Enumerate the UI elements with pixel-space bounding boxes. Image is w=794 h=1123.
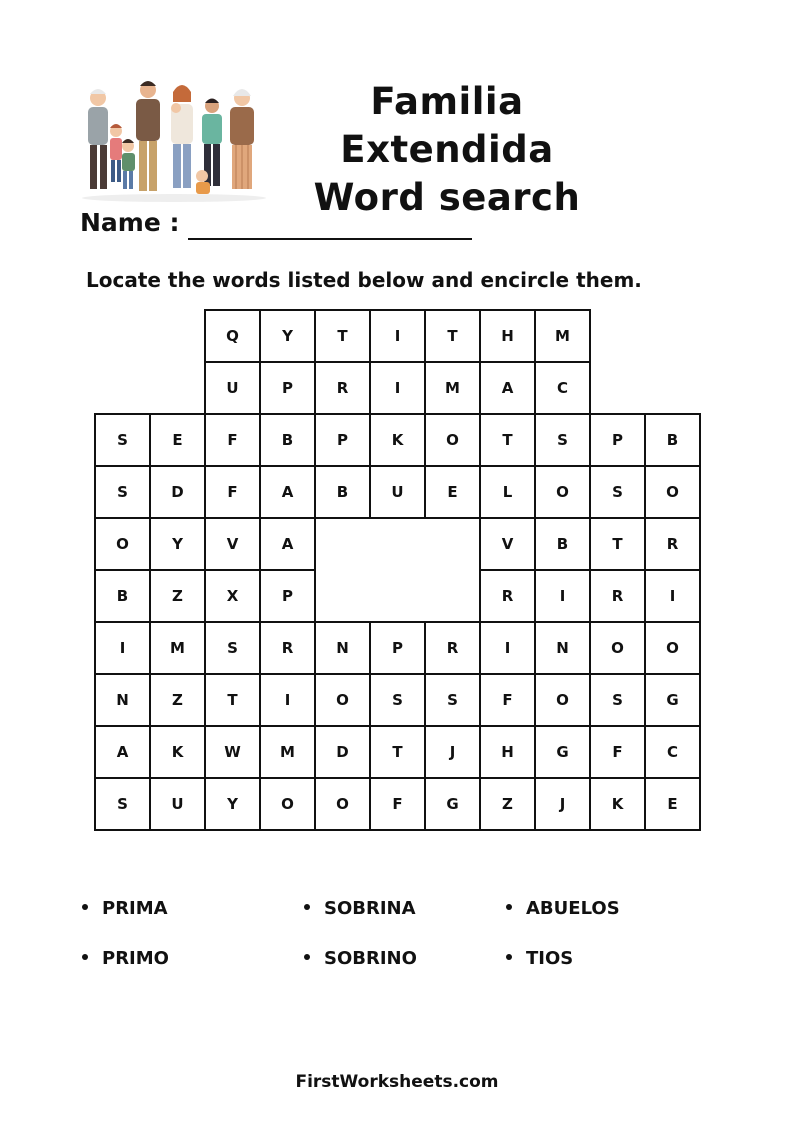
grid-cell[interactable]: O [534, 465, 591, 519]
grid-cell[interactable]: S [94, 413, 151, 467]
grid-cell[interactable]: Z [149, 673, 206, 727]
grid-cell[interactable]: S [589, 673, 646, 727]
bullet-icon [82, 954, 88, 960]
page-title [272, 78, 622, 222]
grid-cell[interactable]: O [314, 673, 371, 727]
grid-cell[interactable]: W [204, 725, 261, 779]
grid-cell[interactable]: I [644, 569, 701, 623]
word-label: ABUELOS [526, 898, 620, 919]
grid-cell[interactable]: E [424, 465, 481, 519]
grid-cell[interactable]: Y [259, 309, 316, 363]
grid-cell[interactable]: Y [204, 777, 261, 831]
grid-cell[interactable]: G [424, 777, 481, 831]
grid-cell[interactable]: N [94, 673, 151, 727]
grid-cell[interactable]: K [589, 777, 646, 831]
grid-cell[interactable]: O [644, 621, 701, 675]
grid-cell[interactable]: Y [149, 517, 206, 571]
grid-cell[interactable]: B [534, 517, 591, 571]
grid-cell[interactable]: G [534, 725, 591, 779]
grid-cell[interactable]: P [259, 569, 316, 623]
grid-cell[interactable]: M [149, 621, 206, 675]
grid-cell[interactable]: R [644, 517, 701, 571]
grid-cell[interactable]: S [94, 465, 151, 519]
grid-cell[interactable]: T [479, 413, 536, 467]
grid-cell[interactable]: H [479, 309, 536, 363]
word-list-item [82, 948, 169, 969]
grid-cell[interactable]: O [259, 777, 316, 831]
grid-cell[interactable]: O [534, 673, 591, 727]
word-list-item [82, 898, 168, 919]
grid-cell[interactable]: R [424, 621, 481, 675]
word-label: TIOS [526, 948, 574, 969]
grid-cell[interactable]: I [534, 569, 591, 623]
name-field[interactable] [188, 238, 472, 240]
grid-cell[interactable]: T [589, 517, 646, 571]
grid-cell[interactable]: I [369, 309, 426, 363]
family-illustration [76, 76, 272, 206]
grid-cell[interactable]: A [94, 725, 151, 779]
grid-cell[interactable]: Q [204, 309, 261, 363]
grid-cell[interactable]: B [259, 413, 316, 467]
bullet-icon [506, 904, 512, 910]
grid-cell[interactable]: F [589, 725, 646, 779]
word-label: PRIMA [102, 898, 168, 919]
grid-cell[interactable]: B [314, 465, 371, 519]
grid-cell[interactable]: A [479, 361, 536, 415]
grid-cell[interactable]: N [534, 621, 591, 675]
grid-cell[interactable]: O [314, 777, 371, 831]
grid-cell[interactable]: P [259, 361, 316, 415]
word-label: SOBRINA [324, 898, 416, 919]
bullet-icon [304, 904, 310, 910]
grid-cell[interactable]: H [479, 725, 536, 779]
grid-cell[interactable]: P [589, 413, 646, 467]
word-list-item [506, 898, 620, 919]
grid-cell[interactable]: D [149, 465, 206, 519]
grid-cell[interactable]: D [314, 725, 371, 779]
grid-cell[interactable]: I [94, 621, 151, 675]
grid-cell[interactable]: U [369, 465, 426, 519]
grid-cell[interactable]: U [149, 777, 206, 831]
grid-cell[interactable]: A [259, 517, 316, 571]
grid-cell[interactable]: C [644, 725, 701, 779]
name-label: Name : [80, 208, 180, 237]
grid-cell[interactable]: L [479, 465, 536, 519]
grid-cell[interactable]: B [94, 569, 151, 623]
grid-cell[interactable]: Z [149, 569, 206, 623]
grid-cell[interactable]: O [94, 517, 151, 571]
grid-cell[interactable]: I [369, 361, 426, 415]
word-list-item [304, 948, 417, 969]
bullet-icon [304, 954, 310, 960]
grid-cell[interactable]: S [424, 673, 481, 727]
word-list-item [304, 898, 416, 919]
grid-cell[interactable]: F [204, 413, 261, 467]
grid-cell[interactable]: U [204, 361, 261, 415]
grid-cell[interactable]: E [644, 777, 701, 831]
word-label: SOBRINO [324, 948, 417, 969]
grid-cell[interactable]: E [149, 413, 206, 467]
grid-cell[interactable]: S [369, 673, 426, 727]
grid-cell[interactable]: S [94, 777, 151, 831]
grid-cell[interactable]: M [534, 309, 591, 363]
title-line-2: Word search [313, 176, 581, 219]
grid-cell[interactable]: I [479, 621, 536, 675]
grid-cell[interactable]: S [534, 413, 591, 467]
grid-cell[interactable]: J [424, 725, 481, 779]
bullet-icon [506, 954, 512, 960]
grid-cell[interactable]: S [589, 465, 646, 519]
grid-cell[interactable]: T [369, 725, 426, 779]
grid-cell[interactable]: G [644, 673, 701, 727]
grid-cell[interactable]: I [259, 673, 316, 727]
grid-cell[interactable]: T [204, 673, 261, 727]
grid-cell[interactable]: R [479, 569, 536, 623]
grid-cell[interactable]: X [204, 569, 261, 623]
grid-cell[interactable]: P [314, 413, 371, 467]
grid-cell[interactable]: R [589, 569, 646, 623]
grid-cell[interactable]: O [589, 621, 646, 675]
word-label: PRIMO [102, 948, 169, 969]
grid-cell[interactable]: V [479, 517, 536, 571]
grid-cell[interactable]: R [259, 621, 316, 675]
grid-cell[interactable]: M [424, 361, 481, 415]
grid-cell[interactable]: A [259, 465, 316, 519]
grid-cell[interactable]: T [314, 309, 371, 363]
grid-cell[interactable]: M [259, 725, 316, 779]
instructions: Locate the words listed below and encircle them. [86, 268, 642, 292]
grid-cell[interactable]: V [204, 517, 261, 571]
word-list-item [506, 948, 573, 969]
grid-cell[interactable]: B [644, 413, 701, 467]
grid-cell[interactable]: F [204, 465, 261, 519]
grid-cell[interactable]: J [534, 777, 591, 831]
grid-cell[interactable]: O [424, 413, 481, 467]
grid-cell[interactable]: F [369, 777, 426, 831]
grid-cell[interactable]: R [314, 361, 371, 415]
grid-cell[interactable]: T [424, 309, 481, 363]
grid-cell[interactable]: C [534, 361, 591, 415]
title-line-1: Familia Extendida [340, 80, 554, 171]
bullet-icon [82, 904, 88, 910]
grid-cell[interactable]: K [149, 725, 206, 779]
grid-cell[interactable]: O [644, 465, 701, 519]
footer-brand: FirstWorksheets.com [295, 1072, 499, 1092]
grid-cell[interactable]: S [204, 621, 261, 675]
grid-cell[interactable]: P [369, 621, 426, 675]
grid-cell[interactable]: F [479, 673, 536, 727]
grid-cell[interactable]: Z [479, 777, 536, 831]
grid-cell[interactable]: K [369, 413, 426, 467]
grid-cell[interactable]: N [314, 621, 371, 675]
